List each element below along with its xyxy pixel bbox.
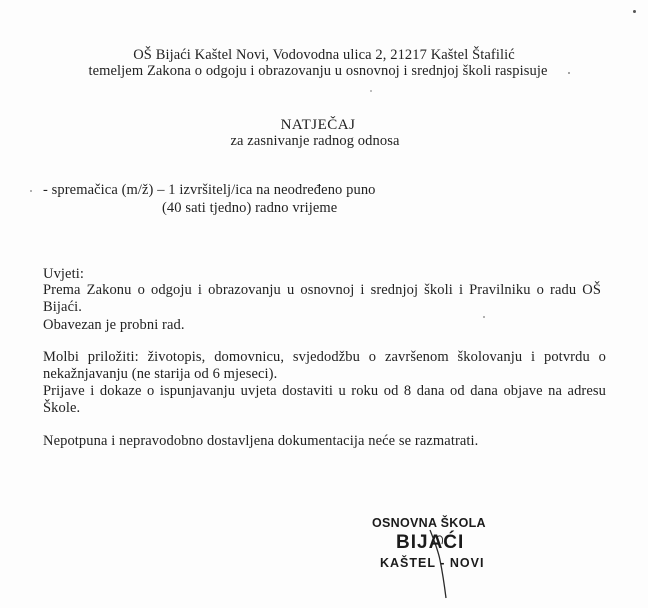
stamp-line-3: KAŠTEL - NOVI: [380, 556, 485, 570]
conditions-line-2: Bijaći.: [43, 299, 82, 315]
conditions-line-1: Prema Zakonu o odgoju i obrazovanju u osnovnoj i srednjoj školi i Pravilniku o radu OŠ: [43, 282, 601, 298]
scan-speck: [30, 190, 32, 192]
header-line-2: temeljem Zakona o odgoju i obrazovanju u osnovnoj i srednjoj školi raspisuje: [88, 63, 548, 79]
scan-speck: [633, 10, 636, 13]
stamp-line-1: OSNOVNA ŠKOLA: [372, 516, 486, 530]
stamp-line-2: BIJAĆI: [396, 532, 465, 553]
position-line-1: - spremačica (m/ž) – 1 izvršitelj/ica na neodređeno puno: [43, 182, 376, 198]
document-subtitle: za zasnivanje radnog odnosa: [230, 133, 400, 149]
attachments-line-3: Prijave i dokaze o ispunjavanju uvjeta dostaviti u roku od 8 dana od dana objave na adresu: [43, 383, 606, 399]
scan-speck: [568, 72, 570, 74]
attachments-line-4: Škole.: [43, 400, 81, 416]
closing-note: Nepotpuna i nepravodobno dostavljena dokumentacija neće se razmatrati.: [43, 433, 479, 449]
scan-speck: [370, 90, 372, 92]
conditions-heading: Uvjeti:: [43, 266, 84, 282]
header-line-1: OŠ Bijaći Kaštel Novi, Vodovodna ulica 2, 21217 Kaštel Štafilić: [133, 47, 515, 63]
document-title: NATJEČAJ: [280, 117, 356, 133]
conditions-line-3: Obavezan je probni rad.: [43, 317, 185, 333]
scan-speck: [483, 316, 485, 318]
attachments-line-2: nekažnjavanju (ne starija od 6 mjeseci).: [43, 366, 278, 382]
attachments-line-1: Molbi priložiti: životopis, domovnicu, svjedodžbu o završenom školovanju i potvrdu o: [43, 349, 606, 365]
school-stamp: [368, 512, 508, 582]
position-line-2: (40 sati tjedno) radno vrijeme: [162, 200, 338, 216]
